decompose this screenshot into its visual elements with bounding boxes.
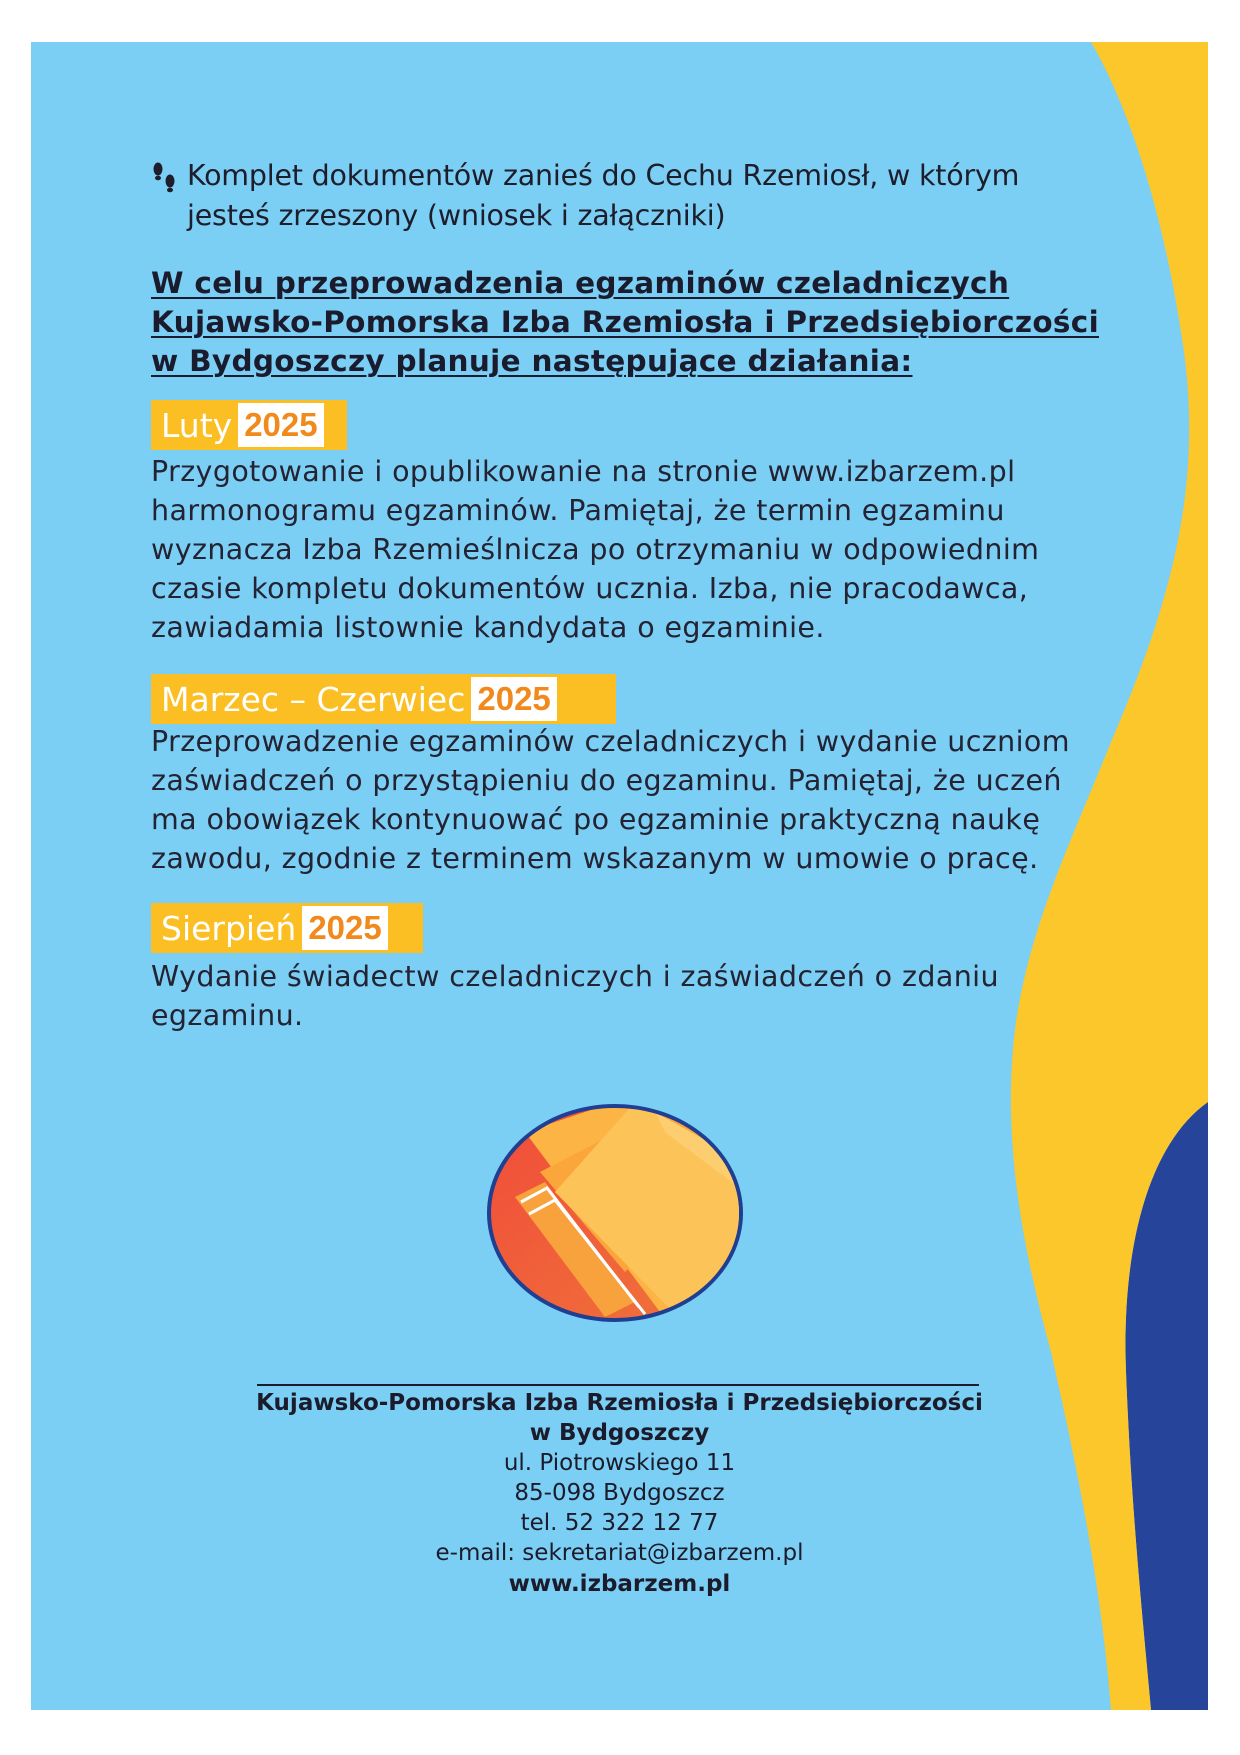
intro-line-1: Komplet dokumentów zanieś do Cechu Rzemiosł, w którym bbox=[187, 159, 1020, 192]
tag-year: 2025 bbox=[471, 677, 556, 721]
section-marzec-text bbox=[151, 722, 1131, 878]
paragraph-line: egzaminu. bbox=[151, 999, 304, 1032]
tag-label: Luty bbox=[161, 405, 233, 445]
paragraph-line: zawiadamia listownie kandydata o egzaminie. bbox=[151, 611, 825, 644]
footer-postal: 85-098 Bydgoszcz bbox=[514, 1480, 725, 1506]
paragraph-line: harmonogramu egzaminów. Pamiętaj, że termin egzaminu bbox=[151, 494, 1005, 527]
headline-line-2: Kujawsko-Pomorska Izba Rzemiosła i Przedsiębiorczości bbox=[151, 305, 1099, 339]
intro-line-2: jesteś zrzeszony (wniosek i załączniki) bbox=[187, 199, 726, 232]
paragraph-line: zawodu, zgodnie z terminem wskazanym w umowie o pracę. bbox=[151, 842, 1039, 875]
paragraph-line: Przygotowanie i opublikowanie na stronie www.izbarzem.pl bbox=[151, 455, 1016, 488]
tag-label: Sierpień bbox=[161, 908, 297, 948]
footer-website[interactable]: www.izbarzem.pl bbox=[508, 1571, 731, 1597]
tag-luty bbox=[151, 400, 347, 450]
footer-email[interactable]: e-mail: sekretariat@izbarzem.pl bbox=[435, 1540, 804, 1566]
paragraph-line: zaświadczeń o przystąpieniu do egzaminu. Pamiętaj, że uczeń bbox=[151, 764, 1062, 797]
paragraph-line: czasie kompletu dokumentów ucznia. Izba, nie pracodawca, bbox=[151, 572, 1029, 605]
section-luty-text bbox=[151, 452, 1131, 647]
tag-label: Marzec – Czerwiec bbox=[161, 679, 466, 719]
paragraph-line: wyznacza Izba Rzemieślnicza po otrzymaniu w odpowiednim bbox=[151, 533, 1040, 566]
footer-contact bbox=[31, 1388, 1208, 1600]
paragraph-line: Wydanie świadectw czeladniczych i zaświadczeń o zdaniu bbox=[151, 960, 999, 993]
headline-line-3: w Bydgoszczy planuje następujące działania: bbox=[151, 344, 913, 378]
intro-note bbox=[151, 156, 1111, 236]
headline-line-1: W celu przeprowadzenia egzaminów czeladniczych bbox=[151, 266, 1010, 300]
tag-year: 2025 bbox=[238, 403, 323, 447]
footer-street: ul. Piotrowskiego 11 bbox=[503, 1450, 736, 1476]
tag-year: 2025 bbox=[302, 906, 387, 950]
paragraph-line: ma obowiązek kontynuować po egzaminie praktyczną naukę bbox=[151, 803, 1041, 836]
footer-divider bbox=[257, 1384, 979, 1386]
footer-org-city: w Bydgoszczy bbox=[529, 1420, 710, 1446]
tag-marzec-czerwiec bbox=[151, 674, 616, 724]
headline bbox=[151, 264, 1151, 381]
tag-sierpien bbox=[151, 903, 423, 953]
footer-phone[interactable]: tel. 52 322 12 77 bbox=[520, 1510, 719, 1536]
folders-icon bbox=[485, 1102, 745, 1324]
section-sierpien-text bbox=[151, 957, 1131, 1035]
document-page bbox=[31, 42, 1208, 1710]
footer-org-name: Kujawsko-Pomorska Izba Rzemiosła i Przedsiębiorczości bbox=[256, 1390, 983, 1416]
paragraph-line: Przeprowadzenie egzaminów czeladniczych i wydanie uczniom bbox=[151, 725, 1070, 758]
